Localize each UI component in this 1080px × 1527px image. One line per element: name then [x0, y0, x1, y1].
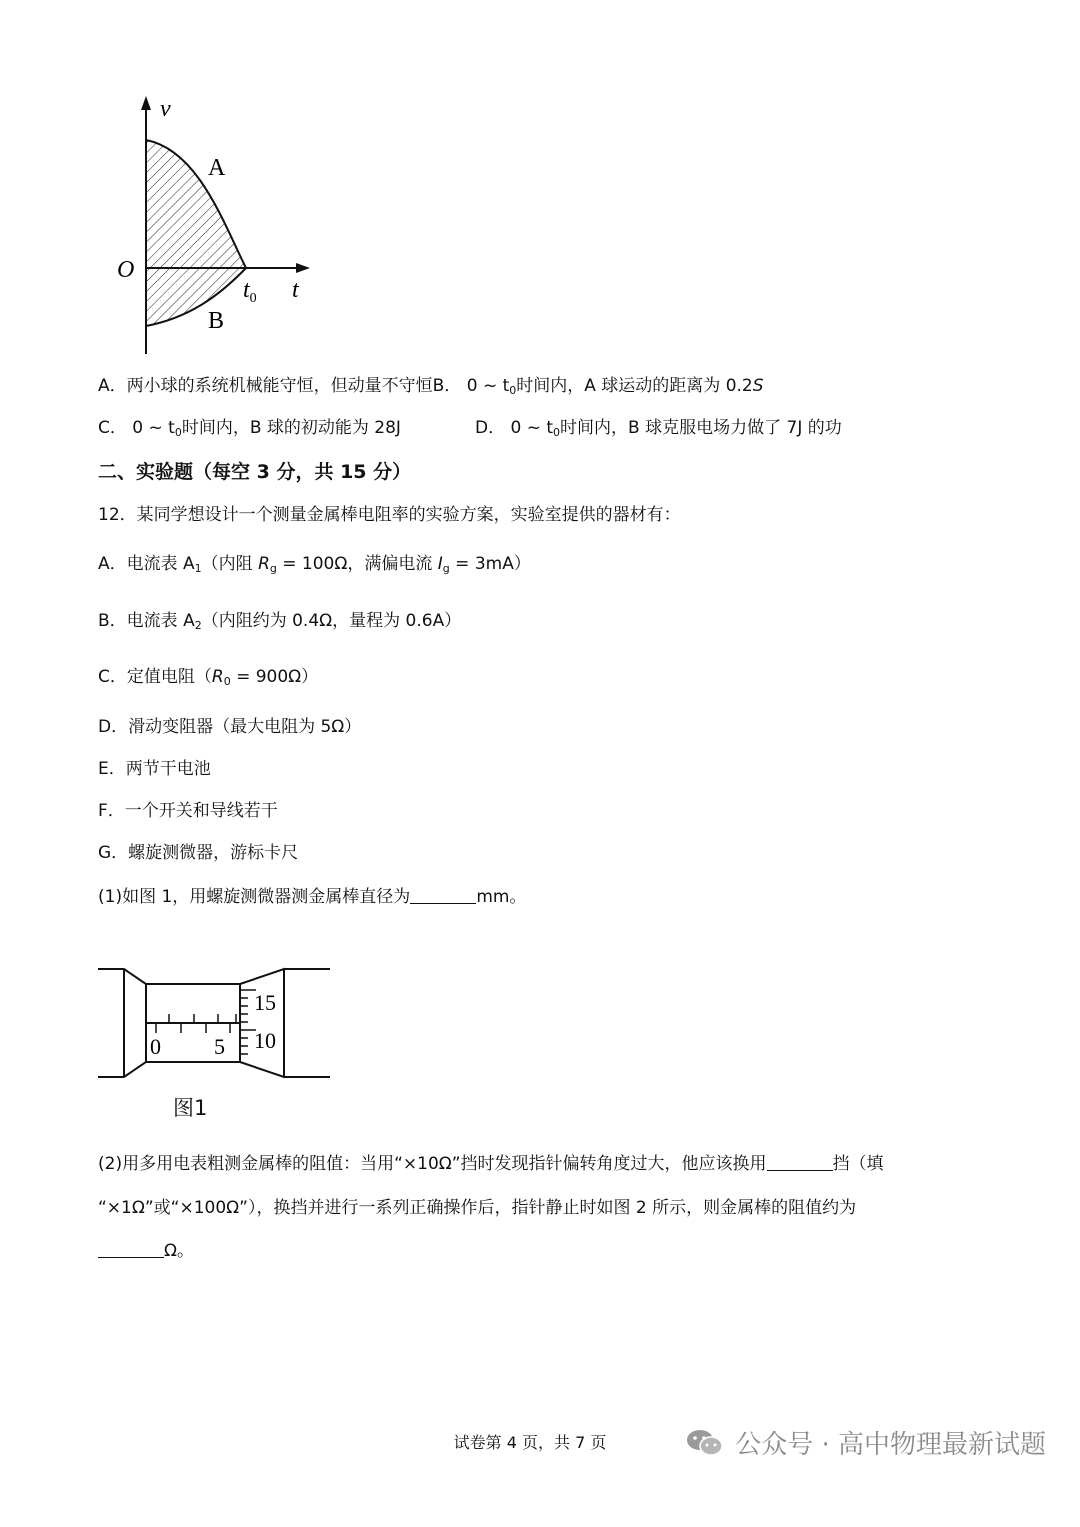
micrometer-figure	[96, 962, 336, 1084]
q12-part2-line3: Ω。	[98, 1240, 194, 1262]
q12-item-e: E．两节干电池	[98, 759, 211, 779]
q12-item-f: F．一个开关和导线若干	[98, 801, 278, 821]
option-c-range: 0 ~ $t_0$	[132, 418, 182, 439]
answer-blank-1[interactable]	[410, 887, 476, 904]
v-axis-arrow	[141, 96, 151, 110]
option-a-text: A．两小球的系统机械能守恒，但动量不守恒	[98, 376, 433, 396]
option-d: D． 0 ~ $t_0$时间内，B 球克服电场力做了 7J 的功	[475, 418, 842, 439]
option-d-range: 0 ~ $t_0$	[510, 418, 561, 439]
option-b-range: 0 ~ $t_0$	[466, 376, 517, 397]
region-a	[146, 140, 246, 268]
q12-item-d: D．滑动变阻器（最大电阻为 5Ω）	[98, 717, 362, 737]
q12-part1: (1)如图 1，用螺旋测微器测金属棒直径为 mm。	[98, 887, 527, 907]
option-a	[98, 375, 764, 402]
q12-item-g: G．螺旋测微器，游标卡尺	[98, 843, 299, 863]
option-d-text: 时间内，B 球克服电场力做了 7J 的功	[560, 418, 842, 438]
sleeve-label-5: 5	[214, 1034, 225, 1059]
option-b-text: 时间内，A 球运动的距离为 0.2	[516, 376, 753, 396]
q12-item-c: C．定值电阻$(R_0 = 900\Omega)$	[98, 667, 319, 688]
figure-1-caption: 图1	[173, 1096, 208, 1120]
wechat-icon	[685, 1428, 725, 1458]
t-axis-label: t	[292, 277, 299, 303]
q12-stem: 12．某同学想设计一个测量金属棒电阻率的实验方案，实验室提供的器材有：	[98, 505, 681, 525]
q12-part2-line1: (2)用多用电表粗测金属棒的阻值：当用“×10Ω”挡时发现指针偏转角度过大，他应该换用 挡（填	[98, 1154, 884, 1174]
answer-blank-2[interactable]	[767, 1154, 833, 1171]
t0-label: $t_0$	[243, 277, 257, 306]
section-title: 二、实验题（每空 3 分，共 15 分）	[98, 461, 412, 483]
curve-b-label: B	[208, 308, 225, 334]
origin-label: O	[117, 257, 135, 283]
option-c: C． 0 ~ $t_0$时间内，B 球的初动能为 28J	[98, 418, 401, 439]
t-axis-arrow	[296, 263, 310, 273]
q12-part2-line2: “×1Ω”或“×100Ω”），换挡并进行一系列正确操作后，指针静止时如图 2 所示，则金属棒的阻值约为	[98, 1198, 857, 1218]
answer-blank-3[interactable]	[98, 1241, 164, 1258]
sleeve-label-0: 0	[150, 1034, 161, 1059]
option-b-prefix: B．	[432, 376, 462, 396]
thimble-label-10: 10	[254, 1028, 276, 1053]
vt-graph	[108, 92, 318, 357]
watermark	[685, 1424, 1046, 1461]
watermark-text: 公众号 · 高中物理最新试题	[735, 1430, 1046, 1460]
q12-item-a: A．电流表 $A_1$（内阻 $R_g = 100\Omega$，满偏电流 $I_g = 3mA$）	[98, 554, 531, 575]
region-b	[146, 268, 246, 326]
curve-a-label: A	[208, 155, 226, 181]
v-axis-label: v	[160, 96, 171, 122]
option-c-text: 时间内，B 球的初动能为 28J	[181, 418, 401, 438]
q12-item-b: B．电流表 $A_2$（内阻约为 0.4Ω，量程为 0.6A）	[98, 611, 462, 632]
option-b-var: S	[752, 376, 764, 396]
page-footer: 试卷第 4 页，共 7 页	[453, 1433, 607, 1452]
thimble-label-15: 15	[254, 990, 276, 1015]
micrometer-left-frame	[98, 969, 146, 1077]
micrometer-thimble	[240, 969, 284, 1077]
